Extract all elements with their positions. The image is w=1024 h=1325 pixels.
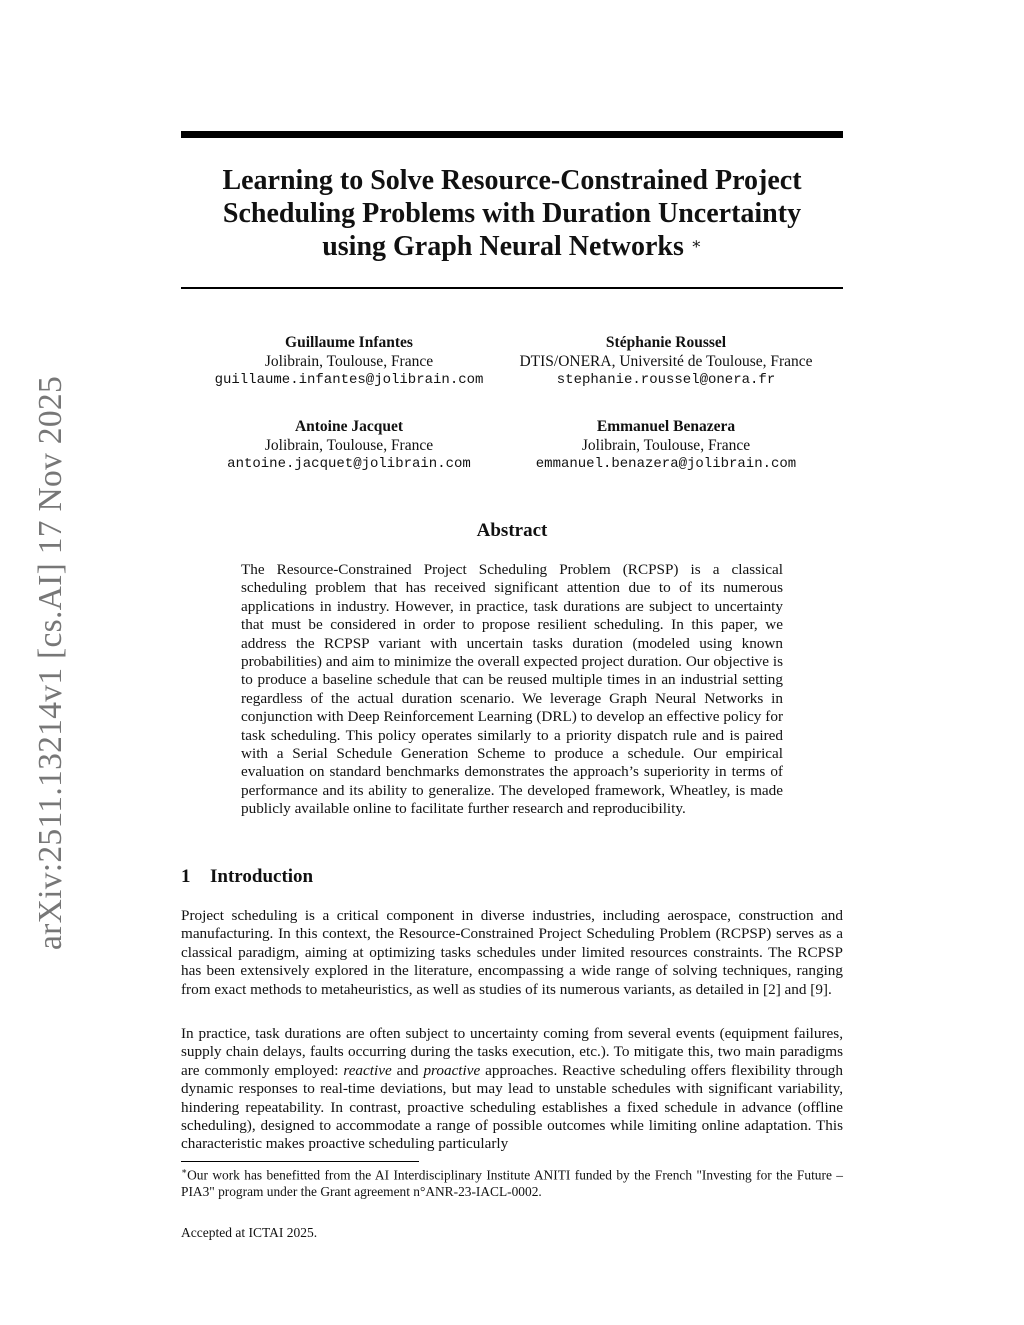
- author-name: Guillaume Infantes: [285, 334, 413, 351]
- author-block-3: [181, 418, 517, 474]
- title-line-3-text: using Graph Neural Networks: [322, 231, 684, 262]
- paper-title: [181, 164, 843, 263]
- intro-paragraph-2: [181, 1025, 843, 1154]
- author-affiliation: Jolibrain, Toulouse, France: [264, 352, 434, 370]
- author-block-1: [181, 334, 517, 390]
- section-title: Introduction: [210, 866, 314, 887]
- footnote-rule: [181, 1161, 419, 1162]
- author-block-4: [490, 418, 842, 474]
- author-name: Antoine Jacquet: [294, 418, 404, 435]
- abstract-text: The Resource-Constrained Project Scheduling Problem (RCPSP) is a classical scheduling problem that has received significant attention due to of its numerous applications in industry. However, in practice, task durations are subject to uncertainty that must be considered in order to propose resilient scheduling. In this paper, we address the RCPSP variant with uncertain tasks duration (modeled using known probabilities) and aim to minimize the overall expected project duration. Our objective is to produce a baseline schedule that can be reused multiple times in an industrial setting regardless of the actual duration scenario. We leverage Graph Neural Networks in conjunction with Deep Reinforcement Learning (DRL) to develop an effective policy for task scheduling. This policy operates similarly to a priority dispatch rule and is paired with a Serial Schedule Generation Scheme to produce a schedule. Our empirical evaluation on standard benchmarks demonstrates the approach’s superiority in terms of performance and its ability to generalize. The developed framework, Wheatley, is made publicly available online to facilitate further research and reproducibility.: [241, 561, 783, 818]
- footnote-text: Our work has benefitted from the AI Interdisciplinary Institute ANITI funded by the French "Investing for the Future – PIA3" program under the Grant agreement n°ANR-23-IACL-0002.: [181, 1167, 843, 1200]
- section-number: 1: [181, 866, 191, 887]
- para2-text-a: In practice, task durations are often subject to uncertainty coming from several events (equipment failures, supply chain delays, faults occurring during the tasks execution, etc.). To mitigate this, two main paradigms are commonly employed:: [181, 1025, 843, 1079]
- author-email[interactable]: emmanuel.benazera@jolibrain.com: [535, 456, 797, 472]
- author-affiliation: Jolibrain, Toulouse, France: [264, 436, 434, 454]
- author-name: Emmanuel Benazera: [596, 418, 736, 435]
- title-top-rule: [181, 131, 843, 138]
- author-affiliation: Jolibrain, Toulouse, France: [581, 436, 751, 454]
- author-affiliation: DTIS/ONERA, Université de Toulouse, France: [519, 352, 813, 370]
- title-bottom-rule: [181, 287, 843, 289]
- author-email[interactable]: stephanie.roussel@onera.fr: [556, 372, 776, 388]
- title-line-1: Learning to Solve Resource-Constrained Project: [222, 165, 802, 196]
- footnote-marker: ∗: [181, 1166, 188, 1176]
- arxiv-stamp: arXiv:2511.13214v1 [cs.AI] 17 Nov 2025: [32, 376, 69, 950]
- title-line-2: Scheduling Problems with Duration Uncertainty: [222, 198, 802, 229]
- author-email[interactable]: guillaume.infantes@jolibrain.com: [214, 372, 484, 388]
- acceptance-note: Accepted at ICTAI 2025.: [181, 1225, 318, 1240]
- abstract-heading: Abstract: [476, 520, 548, 541]
- proactive-term: proactive: [423, 1061, 481, 1079]
- intro-paragraph-1: Project scheduling is a critical component in diverse industries, including aerospace, construction and manufacturing. In this context, the Resource-Constrained Project Scheduling Problem (RCPSP) serves as a classical paradigm, aiming at optimizing tasks schedules under limited resources constraints. The RCPSP has been extensively explored in the literature, encompassing a wide range of solving techniques, ranging from exact methods to metaheuristics, as well as studies of its numerous variants, as detailed in [2] and [9].: [181, 907, 843, 998]
- author-block-2: [490, 334, 842, 390]
- title-footnote-marker: ∗: [690, 236, 702, 253]
- author-email[interactable]: antoine.jacquet@jolibrain.com: [227, 456, 471, 472]
- section-heading: [181, 866, 313, 888]
- para2-text-b: and: [391, 1061, 424, 1079]
- para2-text-c: approaches. Reactive scheduling offers flexibility through dynamic responses to real-time deviations, but may lead to unstable schedules with significant variability, hindering repeatability. In contrast, proactive scheduling establishes a fixed schedule in advance (offline scheduling), designed to accommodate a range of possible outcomes while limiting online adaptation. This characteristic makes proactive scheduling particularly: [181, 1061, 843, 1153]
- author-name: Stéphanie Roussel: [605, 334, 727, 351]
- footnote: [181, 1163, 843, 1200]
- title-line-3: [181, 230, 843, 263]
- reactive-term: reactive: [343, 1061, 392, 1079]
